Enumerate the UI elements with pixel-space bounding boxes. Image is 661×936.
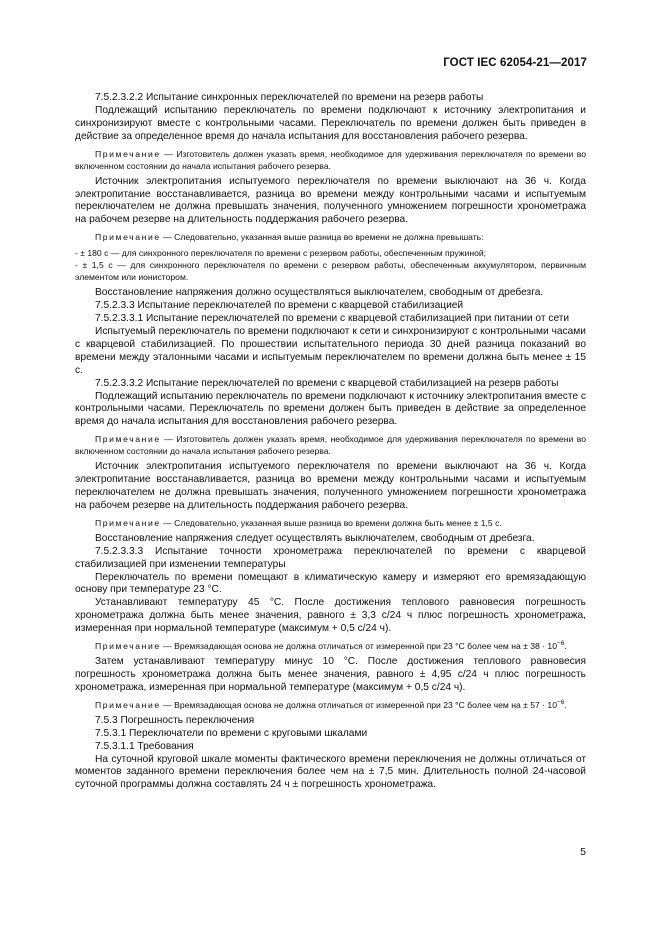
note-end: .: [564, 641, 567, 652]
paragraph: Восстановление напряжения следует осуществлять выключателем, свободным от дребезга.: [95, 532, 535, 544]
paragraph: Затем устанавливают температуру минус 10 °С. После достижения теплового равновесия погрешность хронометража должна быть менее значения, равного ± 4,95 с/24 ч плюс погрешность хронометража, измеренная при нормальной температуре (максимум + 0,5 с/24 ч).: [75, 656, 586, 693]
section-heading: 7.5.2.3.3.1 Испытание переключателей по времени с кварцевой стабилизацией при питании от сети: [95, 313, 570, 325]
note-exponent: −6: [556, 640, 565, 648]
paragraph: Восстановление напряжения должно осуществляться выключателем, свободным от дребезга.: [95, 287, 544, 299]
paragraph: Подлежащий испытанию переключатель по времени подключают к источнику электропитания и синхронизируют вместе с контрольными часами. Переключатель по времени должен быть приведен в действие за определенное время до начала испытания для восстановления рабочего резерва.: [75, 104, 586, 142]
note-label: Примечание: [95, 641, 161, 652]
section-heading: 7.5.3 Погрешность переключения: [95, 714, 255, 726]
paragraph: Устанавливают температуру 45 °С. После достижения теплового равновесия погрешность хронометража должна быть менее значения, равного ± 3,3 с/24 ч плюс погрешность хронометража, измеренная при нормальной температуре (максимум + 0,5 с/24 ч).: [75, 597, 586, 635]
note: [75, 433, 586, 457]
note-list-item: - ± 180 с — для синхронного переключателя по времени с резервом работы, обеспеченным пружиной;: [75, 248, 487, 259]
note-text: — Следовательно, указанная выше разница во времени должна быть менее ± 1,5 с.: [160, 517, 502, 528]
note: [75, 699, 586, 711]
note: [75, 640, 586, 652]
section-heading: 7.5.3.1.1 Требования: [95, 740, 194, 752]
paragraph: На суточной круговой шкале моменты фактического времени переключения не должны отличаться от моментов заданного времени переключения более чем на ± 7,5 мин. Длительность полной 24-часовой суточной программы должна составлять 24 ч ± погрешность хронометража.: [75, 753, 586, 791]
note-exponent: −6: [556, 698, 565, 706]
note-label: Примечание: [95, 232, 161, 243]
section-heading: 7.5.3.1 Переключатели по времени с круговыми шкалами: [95, 727, 368, 739]
note-label: Примечание: [95, 434, 161, 445]
note-label: Примечание: [95, 148, 161, 159]
section-heading: 7.5.2.3.3 Испытание переключателей по времени с кварцевой стабилизацией: [95, 300, 464, 312]
note: [75, 148, 586, 172]
note: [75, 231, 586, 243]
paragraph: Переключатель по времени помещают в климатическую камеру и измеряют его времязадающую основу при температуре 23 °С.: [75, 571, 586, 596]
note-label: Примечание: [95, 517, 161, 528]
page-number: 5: [580, 846, 586, 858]
note-list-item: - ± 1,5 с — для синхронного переключателя по времени с резервом работы, обеспеченным аккумулятором, первичным элементом или ионистором.: [75, 260, 586, 283]
document-body: [75, 92, 586, 792]
section-heading: 7.5.2.3.2.2 Испытание синхронных переключателей по времени на резерв работы: [95, 92, 484, 103]
section-heading: 7.5.2.3.3.3 Испытание точности хронометража переключателей по времени с кварцевой стабилизацией при изменении температуры: [75, 545, 586, 570]
section-heading: 7.5.2.3.3.2 Испытание переключателей по времени с кварцевой стабилизацией на резерв работы: [95, 377, 559, 389]
note-text: — Следовательно, указанная выше разница во времени не должна превышать:: [160, 232, 484, 243]
paragraph: Подлежащий испытанию переключатель по времени подключают к источнику электропитания вместе с контрольными часами. Переключатель по времени должен быть приведен в действие за определенное время до начала испытания для восстановления рабочего резерва.: [75, 390, 586, 428]
note-text: — Изготовитель должен указать время, необходимое для удерживания переключателя по времени во включенном состоянии до начала испытания рабочего резерва.: [75, 148, 586, 171]
note-text: — Времязадающая основа не должна отличаться от измеренной при 23 °С более чем на ± 57 · 10: [160, 699, 557, 710]
note-text: — Изготовитель должен указать время, необходимое для удерживания переключателя по времени во включенном состоянии до начала испытания рабочего резерва.: [75, 434, 586, 457]
paragraph: Источник электропитания испытуемого переключателя по времени выключают на 36 ч. Когда электропитание восстанавливается, разница во времени между контрольными часами и испытуемым переключателем не должна превышать значения, полученного умножением погрешности хронометража на рабочем резерве на длительность поддержания рабочего резерва.: [75, 175, 586, 226]
note-text: — Времязадающая основа не должна отличаться от измеренной при 23 °С более чем на ± 38 · 10: [160, 641, 557, 652]
note-label: Примечание: [95, 699, 161, 710]
paragraph: Источник электропитания испытуемого переключателя по времени выключают на 36 ч. Когда электропитание восстанавливается, разница во времени между контрольными часами и испытуемым переключателем не должна превышать значения, полученного умножением погрешности хронометража на рабочем резерве на длительность поддержания рабочего резерва.: [75, 461, 586, 511]
document-header: ГОСТ IEC 62054-21—2017: [443, 57, 587, 69]
note-end: .: [564, 699, 567, 710]
paragraph: Испытуемый переключатель по времени подключают к сети и синхронизируют с контрольными часами с кварцевой стабилизацией. По прошествии испытательного периода 30 дней разница показаний во времени между эталонными часами и испытуемым переключателем по времени должна быть менее ± 15 с.: [75, 325, 586, 376]
note: [75, 517, 586, 529]
